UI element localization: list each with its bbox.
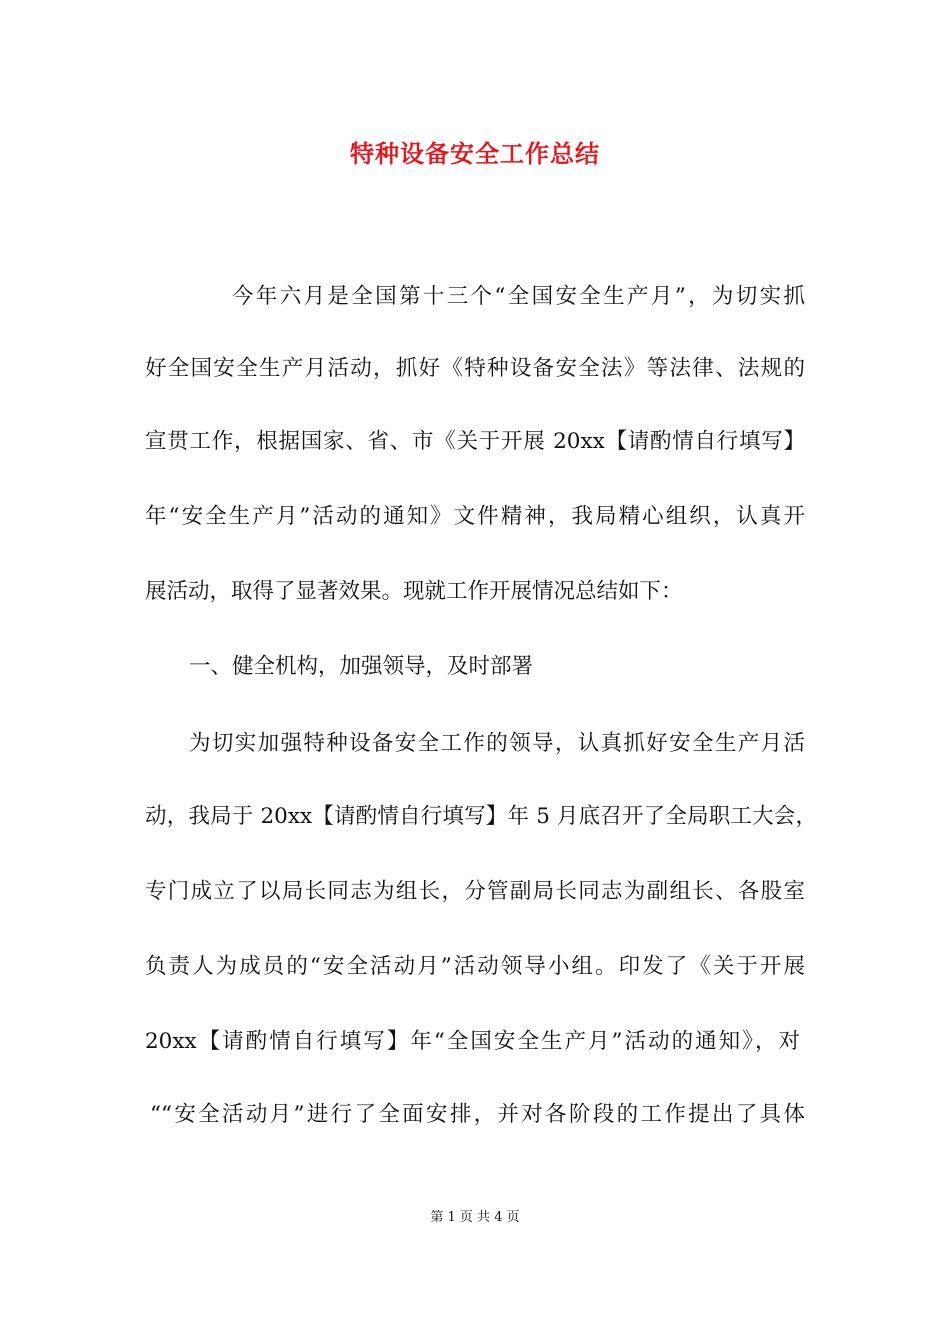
paragraph-line-8: 专门成立了以局长同志为组长，分管副局长同志为副组长、各股室 — [145, 879, 805, 904]
paragraph-line-7: 动，我局于 20xx【请酌情自行填写】年 5 月底召开了全局职工大会， — [145, 804, 817, 829]
document-title: 特种设备安全工作总结 — [350, 139, 600, 168]
paragraph-line-5: 展活动，取得了显著效果。现就工作开展情况总结如下： — [145, 579, 683, 604]
paragraph-line-9: 负责人为成员的“安全活动月”活动领导小组。印发了《关于开展 — [145, 954, 805, 979]
paragraph-line-3: 宣贯工作，根据国家、省、市《关于开展 20xx【请酌情自行填写】 — [145, 429, 805, 454]
paragraph-line-11: ““安全活动月”进行了全面安排，并对各阶段的工作提出了具体 — [150, 1102, 805, 1127]
paragraph-line-10: 20xx【请酌情自行填写】年“全国安全生产月”活动的通知》，对 — [145, 1029, 800, 1054]
page-number-label: 第 1 页 共 4 页 — [430, 1210, 520, 1225]
paragraph-line-4: 年“安全生产月”活动的通知》文件精神，我局精心组织，认真开 — [145, 504, 805, 529]
section-heading-1: 一、健全机构，加强领导，及时部署 — [189, 654, 534, 679]
page-footer — [0, 1208, 950, 1228]
paragraph-line-2: 好全国安全生产月活动，抓好《特种设备安全法》等法律、法规的 — [145, 356, 805, 381]
paragraph-line-6: 为切实加强特种设备安全工作的领导，认真抓好安全生产月活 — [189, 731, 805, 756]
paragraph-line-1: 今年六月是全国第十三个“全国安全生产月”，为切实抓 — [232, 284, 805, 309]
